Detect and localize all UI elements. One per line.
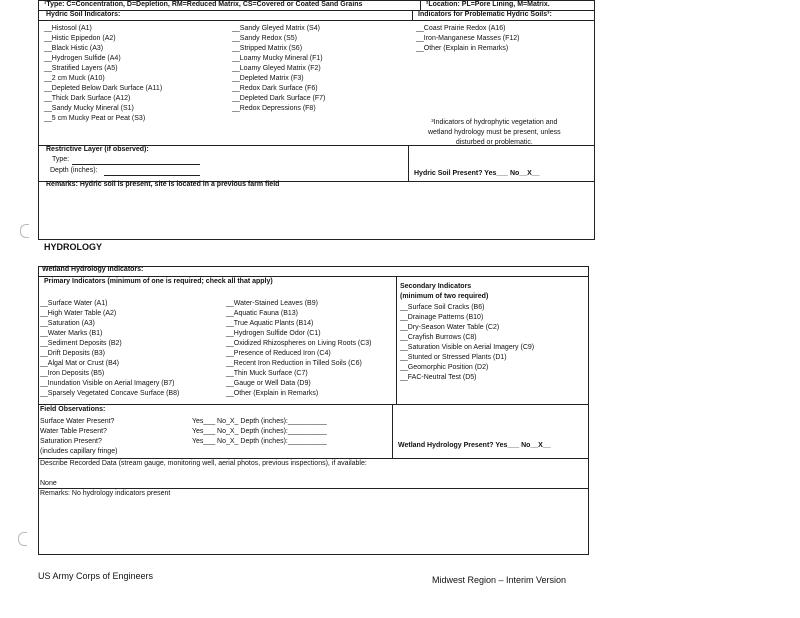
hydric-soil-present: Hydric Soil Present? Yes___ No__X__: [414, 170, 540, 177]
type-field[interactable]: [72, 164, 200, 165]
indicator-item[interactable]: __Algal Mat or Crust (B4): [40, 360, 119, 367]
indicator-item[interactable]: __Hydrogen Sulfide (A4): [44, 55, 121, 62]
field-observations-header: Field Observations:: [40, 406, 106, 413]
indicator-item[interactable]: __Crayfish Burrows (C8): [400, 334, 477, 341]
footer-region: Midwest Region – Interim Version: [432, 575, 567, 585]
primary-indicators-list-1: [40, 299, 179, 399]
hydric-soil-indicators-header: Hydric Soil Indicators:: [46, 11, 121, 18]
divider: [412, 10, 413, 21]
footer-agency: US Army Corps of Engineers: [38, 571, 154, 581]
indicator-item[interactable]: __Iron-Manganese Masses (F12): [416, 35, 520, 42]
primary-indicators-list-2: [226, 299, 372, 399]
problematic-indicators-list: [416, 24, 520, 54]
depth-field[interactable]: [104, 175, 200, 176]
indicator-item[interactable]: __Redox Dark Surface (F6): [232, 85, 318, 92]
indicator-item[interactable]: __Surface Water (A1): [40, 300, 108, 307]
punch-hole-mark: [18, 532, 27, 546]
indicator-item[interactable]: __Depleted Below Dark Surface (A11): [44, 85, 163, 92]
indicator-item[interactable]: __Depleted Dark Surface (F7): [232, 95, 326, 102]
indicator-item[interactable]: __Presence of Reduced Iron (C4): [226, 350, 331, 357]
indicator-item[interactable]: __Inundation Visible on Aerial Imagery (B7): [40, 380, 175, 387]
surface-water-label: Surface Water Present?: [40, 418, 115, 425]
indicator-item[interactable]: __Sandy Mucky Mineral (S1): [44, 105, 134, 112]
hydrology-remarks: Remarks: No hydrology indicators present: [40, 490, 171, 497]
indicator-item[interactable]: __Saturation (A3): [40, 320, 95, 327]
indicator-item[interactable]: __Depleted Matrix (F3): [232, 75, 304, 82]
indicator-item[interactable]: __Other (Explain in Remarks): [226, 390, 319, 397]
indicator-item[interactable]: __Other (Explain in Remarks): [416, 45, 509, 52]
recorded-data-value: None: [40, 480, 57, 487]
indicator-item[interactable]: __Stripped Matrix (S6): [232, 45, 303, 52]
type-label: Type:: [52, 156, 70, 163]
secondary-indicators-header: Secondary Indicators (minimum of two required): [400, 283, 489, 300]
indicator-item[interactable]: __Stratified Layers (A5): [44, 65, 118, 72]
divider: [408, 145, 409, 181]
indicator-item[interactable]: __Saturation Visible on Aerial Imagery (C9): [400, 344, 535, 351]
indicators-note: ³Indicators of hydrophytic vegetation and wetland hydrology must be present, unless disturbed or problematic.: [428, 119, 561, 146]
indicator-item[interactable]: __Aquatic Fauna (B13): [226, 310, 298, 317]
indicator-item[interactable]: __Black Histic (A3): [44, 45, 104, 52]
indicator-item[interactable]: __Loamy Mucky Mineral (F1): [232, 55, 323, 62]
indicator-item[interactable]: __True Aquatic Plants (B14): [226, 320, 314, 327]
indicator-item[interactable]: __Oxidized Rhizospheres on Living Roots (C3): [226, 340, 372, 347]
surface-water-answer: Yes___ No_X_ Depth (inches):__________: [192, 418, 327, 425]
soil-remarks: Remarks: Hydric soil is present, site is located in a previous farm field: [46, 181, 280, 188]
indicator-item[interactable]: __Sandy Redox (S5): [232, 35, 297, 42]
divider: [396, 276, 397, 404]
indicator-item[interactable]: __5 cm Mucky Peat or Peat (S3): [44, 115, 146, 122]
divider: [38, 488, 588, 489]
indicator-item[interactable]: __Thin Muck Surface (C7): [226, 370, 308, 377]
describe-recorded-data: Describe Recorded Data (stream gauge, monitoring well, aerial photos, previous inspections), if available:: [40, 460, 367, 467]
indicator-item[interactable]: __Surface Soil Cracks (B6): [400, 304, 485, 311]
indicator-item[interactable]: __Recent Iron Reduction in Tilled Soils (C6): [226, 360, 362, 367]
secondary-indicators-list: [400, 303, 534, 383]
water-table-answer: Yes___ No_X_ Depth (inches):__________: [192, 428, 327, 435]
wetland-hydrology-indicators-header: Wetland Hydrology Indicators:: [42, 266, 144, 273]
divider: [38, 276, 588, 277]
indicator-item[interactable]: __Gauge or Well Data (D9): [226, 380, 311, 387]
indicator-item[interactable]: __Sparsely Vegetated Concave Surface (B8): [40, 390, 180, 397]
indicator-item[interactable]: __Sediment Deposits (B2): [40, 340, 122, 347]
divider: [420, 0, 421, 10]
saturation-answer: Yes___ No_X_ Depth (inches):__________: [192, 438, 327, 445]
indicator-item[interactable]: __Water-Stained Leaves (B9): [226, 300, 318, 307]
divider: [38, 458, 588, 459]
divider: [38, 20, 594, 21]
depth-label: Depth (inches):: [50, 167, 98, 174]
type-footnote: ¹Type: C=Concentration, D=Depletion, RM=Reduced Matrix, CS=Covered or Coated Sand Grains: [44, 1, 363, 8]
indicator-item[interactable]: __Water Marks (B1): [40, 330, 103, 337]
divider: [392, 404, 393, 458]
indicator-item[interactable]: __Redox Depressions (F8): [232, 105, 316, 112]
indicator-item[interactable]: __Sandy Gleyed Matrix (S4): [232, 25, 320, 32]
saturation-label: Saturation Present?: [40, 438, 102, 445]
indicator-item[interactable]: __Stunted or Stressed Plants (D1): [400, 354, 507, 361]
indicator-item[interactable]: __Drift Deposits (B3): [40, 350, 105, 357]
problematic-indicators-header: Indicators for Problematic Hydric Soils³:: [418, 11, 552, 18]
indicator-item[interactable]: __Coast Prairie Redox (A16): [416, 25, 506, 32]
indicator-item[interactable]: __High Water Table (A2): [40, 310, 117, 317]
location-footnote: ²Location: PL=Pore Lining, M=Matrix.: [426, 1, 550, 8]
primary-indicators-header: Primary Indicators (minimum of one is required; check all that apply): [44, 278, 273, 285]
indicator-item[interactable]: __Loamy Gleyed Matrix (F2): [232, 65, 321, 72]
restrictive-layer-header: Restrictive Layer (if observed):: [46, 146, 149, 153]
indicator-item[interactable]: __Hydrogen Sulfide Odor (C1): [226, 330, 321, 337]
indicator-item[interactable]: __Dry-Season Water Table (C2): [400, 324, 500, 331]
indicator-item[interactable]: __Iron Deposits (B5): [40, 370, 105, 377]
indicator-item[interactable]: __Drainage Patterns (B10): [400, 314, 484, 321]
water-table-label: Water Table Present?: [40, 428, 107, 435]
indicator-item[interactable]: __2 cm Muck (A10): [44, 75, 105, 82]
indicator-item[interactable]: __Geomorphic Position (D2): [400, 364, 489, 371]
hydric-indicators-list-2: [232, 24, 325, 114]
indicator-item[interactable]: __Histosol (A1): [44, 25, 92, 32]
hydrology-title: HYDROLOGY: [44, 242, 103, 252]
indicator-item[interactable]: __Histic Epipedon (A2): [44, 35, 116, 42]
punch-hole-mark: [20, 224, 29, 238]
indicator-item[interactable]: __Thick Dark Surface (A12): [44, 95, 131, 102]
wetland-hydrology-present: Wetland Hydrology Present? Yes___ No__X__: [398, 442, 551, 449]
capillary-fringe-note: (includes capillary fringe): [40, 448, 118, 455]
divider: [38, 404, 588, 405]
indicator-item[interactable]: __FAC-Neutral Test (D5): [400, 374, 477, 381]
hydric-indicators-list-1: [44, 24, 162, 124]
